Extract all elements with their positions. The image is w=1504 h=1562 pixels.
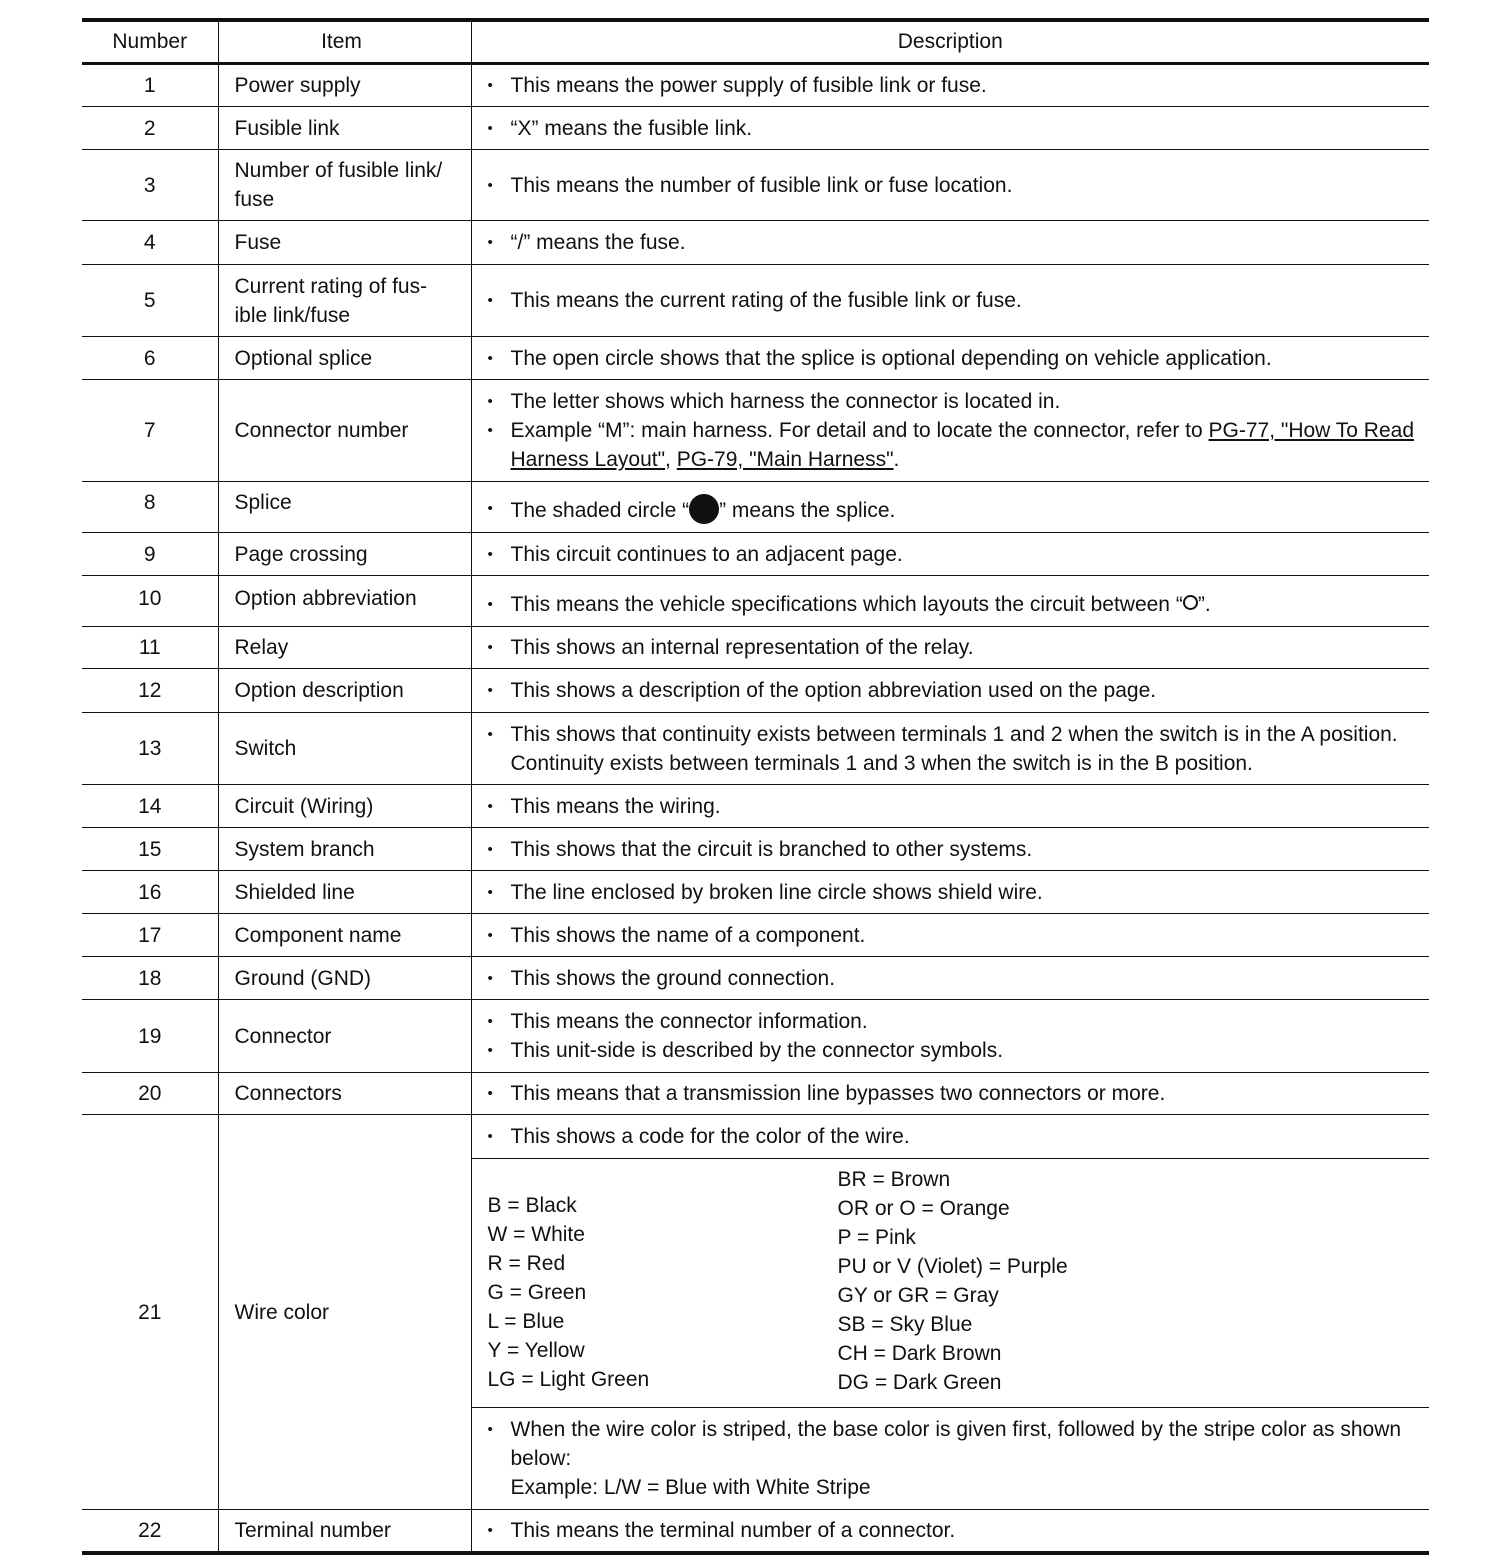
wire-color-list-right [838,1165,1424,1397]
table-row [82,1000,1429,1073]
table-row [82,337,1429,380]
color-code: DG = Dark Green [837,1371,1002,1394]
row-number: 20 [82,1073,218,1115]
color-code: R = Red [487,1251,566,1275]
wiring-diagram-legend-table [82,20,1429,1555]
table-row [82,533,1429,576]
description-text: The shaded circle “ [510,498,690,522]
row-item: Option description [218,669,471,713]
row-item [218,150,471,221]
description-bullet: • This unit-side is described by the connector symbols. [488,1036,1424,1065]
row-number: 9 [82,533,218,576]
row-item: Connectors [218,1073,471,1115]
color-code: Y = Yellow [487,1338,585,1362]
wire-color-codes [472,1159,1430,1408]
row-item: Terminal number [218,1510,471,1553]
description-bullet: • This shows a description of the option abbreviation used on the page. [488,676,1424,705]
row-number: 1 [82,64,218,107]
row-item: System branch [218,828,471,871]
description-text: ”. [1197,592,1211,616]
color-code: CH = Dark Brown [837,1342,1002,1365]
row-item: Circuit (Wiring) [218,785,471,828]
row-description [471,713,1429,785]
row-item: Page crossing [218,533,471,576]
wire-color-intro [472,1115,1430,1159]
row-description [471,1510,1429,1553]
header-row [82,20,1429,64]
stripe-example: Example: L/W = Blue with White Stripe [510,1476,871,1499]
row-number: 4 [82,221,218,265]
description-bullet [488,590,1424,619]
row-description [471,64,1429,107]
row-item: Ground (GND) [218,957,471,1000]
description-bullet: • This means the number of fusible link or fuse location. [488,171,1424,200]
header-number: Number [82,20,218,64]
description-bullet: • This shows a code for the color of the wire. [488,1122,1424,1151]
link-pg-77[interactable]: PG-77, "How To Read Harness Layout" [510,419,1415,471]
table-row [82,627,1429,669]
row-item: Fusible link [218,107,471,150]
row-description [471,337,1429,380]
description-end: . [893,448,900,471]
header-item: Item [218,20,471,64]
table-row [82,150,1429,221]
row-number: 16 [82,871,218,914]
description-bullet: • When the wire color is striped, the base color is given first, followed by the stripe color as shown below: [488,1415,1424,1473]
shaded-circle-icon [689,494,719,524]
row-item: Connector number [218,380,471,482]
color-code: SB = Sky Blue [837,1313,973,1336]
row-item [218,265,471,337]
description-bullet: • This means the power supply of fusible link or fuse. [488,71,1424,100]
row-number: 8 [82,482,218,533]
description-text: Example “M”: main harness. For detail and to locate the connector, refer to [510,419,1209,442]
color-code: L = Blue [487,1309,565,1333]
description-bullet: • This means the terminal number of a connector. [488,1516,1424,1545]
row-item: Fuse [218,221,471,265]
row-description [471,1000,1429,1073]
description-bullet: • “/” means the fuse. [488,228,1424,257]
row-number: 13 [82,713,218,785]
color-code: G = Green [487,1280,587,1304]
row-item: Switch [218,713,471,785]
description-bullet: • This means the wiring. [488,792,1424,821]
row-number: 7 [82,380,218,482]
table-row [82,914,1429,957]
row-item-line: ible link/fuse [234,303,351,327]
color-code: GY or GR = Gray [837,1284,999,1307]
row-item: Option abbreviation [218,576,471,627]
row-description [471,576,1429,627]
row-description [471,914,1429,957]
description-bullet: • This means the current rating of the fusible link or fuse. [488,286,1424,315]
description-bullet: • This shows an internal representation of the relay. [488,633,1424,662]
row-item-line: fuse [234,188,275,211]
row-description [471,669,1429,713]
row-item: Connector [218,1000,471,1073]
table-row [82,107,1429,150]
color-code: W = White [487,1222,585,1246]
description-bullet: • The letter shows which harness the connector is located in. [488,387,1424,416]
table-row [82,221,1429,265]
description-bullet: • The open circle shows that the splice is optional depending on vehicle application. [488,344,1424,373]
row-description [471,627,1429,669]
row-item-line: Number of fusible link/ [234,159,443,182]
color-code: P = Pink [837,1226,916,1249]
row-number: 10 [82,576,218,627]
row-item: Power supply [218,64,471,107]
description-bullet: • This shows that the circuit is branched to other systems. [488,835,1424,864]
row-item-line: Current rating of fus- [234,274,428,298]
table-row [82,785,1429,828]
row-description [471,265,1429,337]
table-row [82,828,1429,871]
description-bullet: • This shows the ground connection. [488,964,1424,993]
row-description [471,150,1429,221]
row-number: 17 [82,914,218,957]
table-row [82,576,1429,627]
row-number: 11 [82,627,218,669]
description-bullet: • “X” means the fusible link. [488,114,1424,143]
description-bullet: • The line enclosed by broken line circle shows shield wire. [488,878,1424,907]
wire-color-stripe-note [472,1408,1430,1509]
row-number: 21 [82,1115,218,1510]
description-text: This means the vehicle specifications which layouts the circuit between “ [510,592,1183,616]
row-number: 19 [82,1000,218,1073]
header-description: Description [471,20,1429,64]
table-row [82,482,1429,533]
row-item: Component name [218,914,471,957]
row-item: Wire color [218,1115,471,1510]
row-number: 15 [82,828,218,871]
color-code: B = Black [487,1193,577,1217]
table-row [82,380,1429,482]
link-pg-79[interactable]: PG-79, "Main Harness" [676,448,894,471]
row-description [471,871,1429,914]
open-circle-icon [1183,595,1198,610]
row-item: Relay [218,627,471,669]
table-row [82,669,1429,713]
row-description [471,221,1429,265]
description-text: ” means the splice. [719,498,896,522]
wire-color-list-left [488,1169,838,1394]
row-item: Optional splice [218,337,471,380]
table-row [82,64,1429,107]
color-code: OR or O = Orange [837,1197,1010,1220]
description-bullet [488,416,1424,474]
table-row [82,871,1429,914]
row-description [471,107,1429,150]
row-number: 12 [82,669,218,713]
row-item: Splice [218,482,471,533]
row-description [471,1073,1429,1115]
row-number: 22 [82,1510,218,1553]
color-code: PU or V (Violet) = Purple [837,1255,1068,1278]
color-code: BR = Brown [837,1168,951,1191]
table-row [82,957,1429,1000]
row-number: 18 [82,957,218,1000]
row-number: 6 [82,337,218,380]
description-bullet [488,494,1424,525]
wire-color-description [471,1115,1429,1510]
row-description [471,785,1429,828]
table-row [82,265,1429,337]
row-number: 5 [82,265,218,337]
row-description [471,380,1429,482]
row-number: 2 [82,107,218,150]
row-description [471,482,1429,533]
description-bullet: • This means that a transmission line bypasses two connectors or more. [488,1079,1424,1108]
row-number: 3 [82,150,218,221]
color-code: LG = Light Green [487,1367,650,1391]
row-item: Shielded line [218,871,471,914]
row-description [471,828,1429,871]
table-row [82,713,1429,785]
description-bullet: • This means the connector information. [488,1007,1424,1036]
row-description [471,533,1429,576]
table-row [82,1115,1429,1510]
table-row [82,1073,1429,1115]
row-description [471,957,1429,1000]
description-bullet: • This shows that continuity exists between terminals 1 and 2 when the switch is in the A position. Continuity exists between terminals 1 and 3 when the switch is in the B position. [488,720,1424,778]
description-bullet: • This circuit continues to an adjacent page. [488,540,1424,569]
description-bullet: • This shows the name of a component. [488,921,1424,950]
table-row [82,1510,1429,1553]
link-separator: , [665,448,677,471]
row-number: 14 [82,785,218,828]
